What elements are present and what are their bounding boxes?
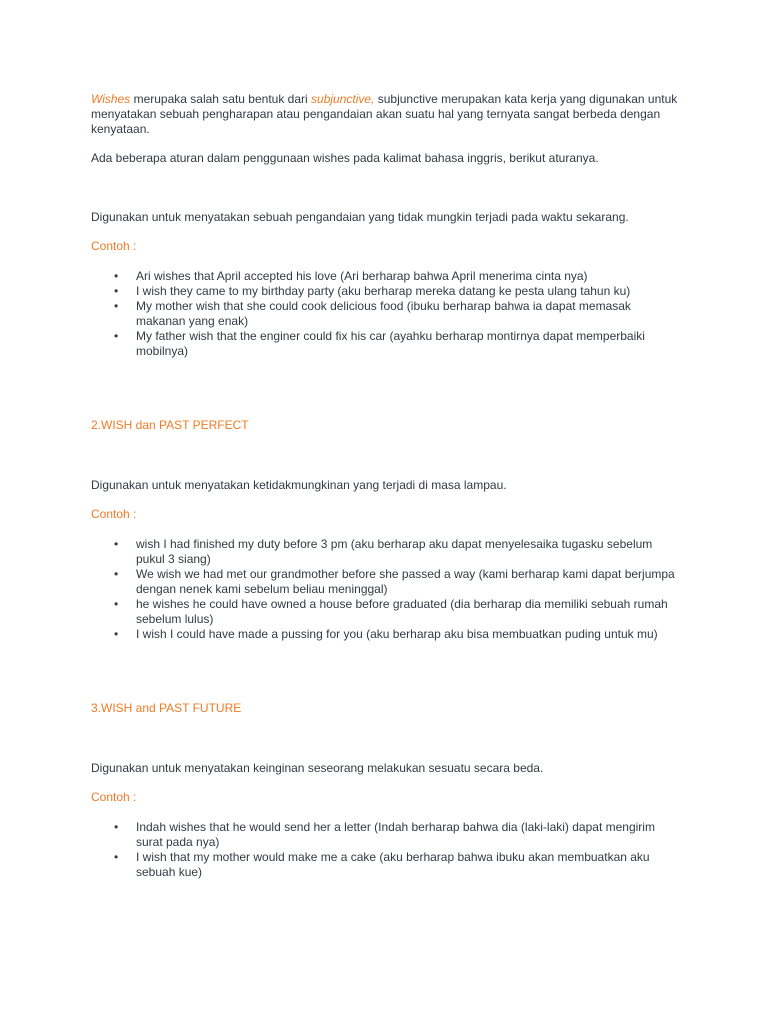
list-item: • I wish they came to my birthday party (aku berharap mereka datang ke pesta ulang tahun ku): [91, 284, 681, 299]
list-item: • We wish we had met our grandmother before she passed a way (kami berharap kami dapat berjumpa dengan nenek kami sebelum beliau meninggal): [91, 567, 681, 597]
list-item: • My mother wish that she could cook delicious food (ibuku berharap bahwa ia dapat memasak makanan yang enak): [91, 299, 681, 329]
list-item: • My father wish that the enginer could fix his car (ayahku berharap montirnya dapat memperbaiki mobilnya): [91, 329, 681, 359]
list-item: • Indah wishes that he would send her a letter (Indah berharap bahwa dia (laki-laki) dapat mengirim surat pada nya): [91, 820, 681, 850]
term-wishes: Wishes: [91, 92, 131, 106]
section-1-description: Digunakan untuk menyatakan sebuah pengandaian yang tidak mungkin terjadi pada waktu sekarang.: [91, 210, 629, 224]
section-3-description: Digunakan untuk menyatakan keinginan seseorang melakukan sesuatu secara beda.: [91, 761, 544, 775]
section-2-contoh-label: Contoh :: [91, 507, 137, 521]
section-2-heading: 2.WISH dan PAST PERFECT: [91, 418, 249, 432]
section-1-contoh-label: Contoh :: [91, 239, 137, 253]
intro-text-1: merupaka salah satu bentuk dari: [130, 92, 312, 106]
document-page: [91, 92, 681, 880]
section-3-example-list: [91, 820, 681, 880]
rules-intro: Ada beberapa aturan dalam penggunaan wishes pada kalimat bahasa inggris, berikut aturanya.: [91, 151, 599, 165]
section-2-description: Digunakan untuk menyatakan ketidakmungkinan yang terjadi di masa lampau.: [91, 478, 507, 492]
section-2-example-list: [91, 537, 681, 642]
list-item: • I wish I could have made a pussing for you (aku berharap aku bisa membuatkan puding untuk mu): [91, 627, 681, 642]
section-3-heading: 3.WISH and PAST FUTURE: [91, 701, 242, 715]
section-1-example-list: [91, 269, 681, 359]
section-3-contoh-label: Contoh :: [91, 790, 137, 804]
list-item: • he wishes he could have owned a house before graduated (dia berharap dia memiliki sebuah rumah sebelum lulus): [91, 597, 681, 627]
intro-text-2: subjunctive merupakan kata kerja yang digunakan untuk menyatakan sebuah pengharapan atau pengandaian akan suatu hal yang ternyata sangat berbeda dengan kenyataan.: [91, 92, 678, 136]
list-item: • I wish that my mother would make me a cake (aku berharap bahwa ibuku akan membuatkan aku sebuah kue): [91, 850, 681, 880]
intro-paragraph: [91, 92, 681, 137]
list-item: • Ari wishes that April accepted his love (Ari berharap bahwa April menerima cinta nya): [91, 269, 681, 284]
list-item: • wish I had finished my duty before 3 pm (aku berharap aku dapat menyelesaika tugasku sebelum pukul 3 siang): [91, 537, 681, 567]
term-subjunctive: subjunctive,: [311, 92, 375, 106]
